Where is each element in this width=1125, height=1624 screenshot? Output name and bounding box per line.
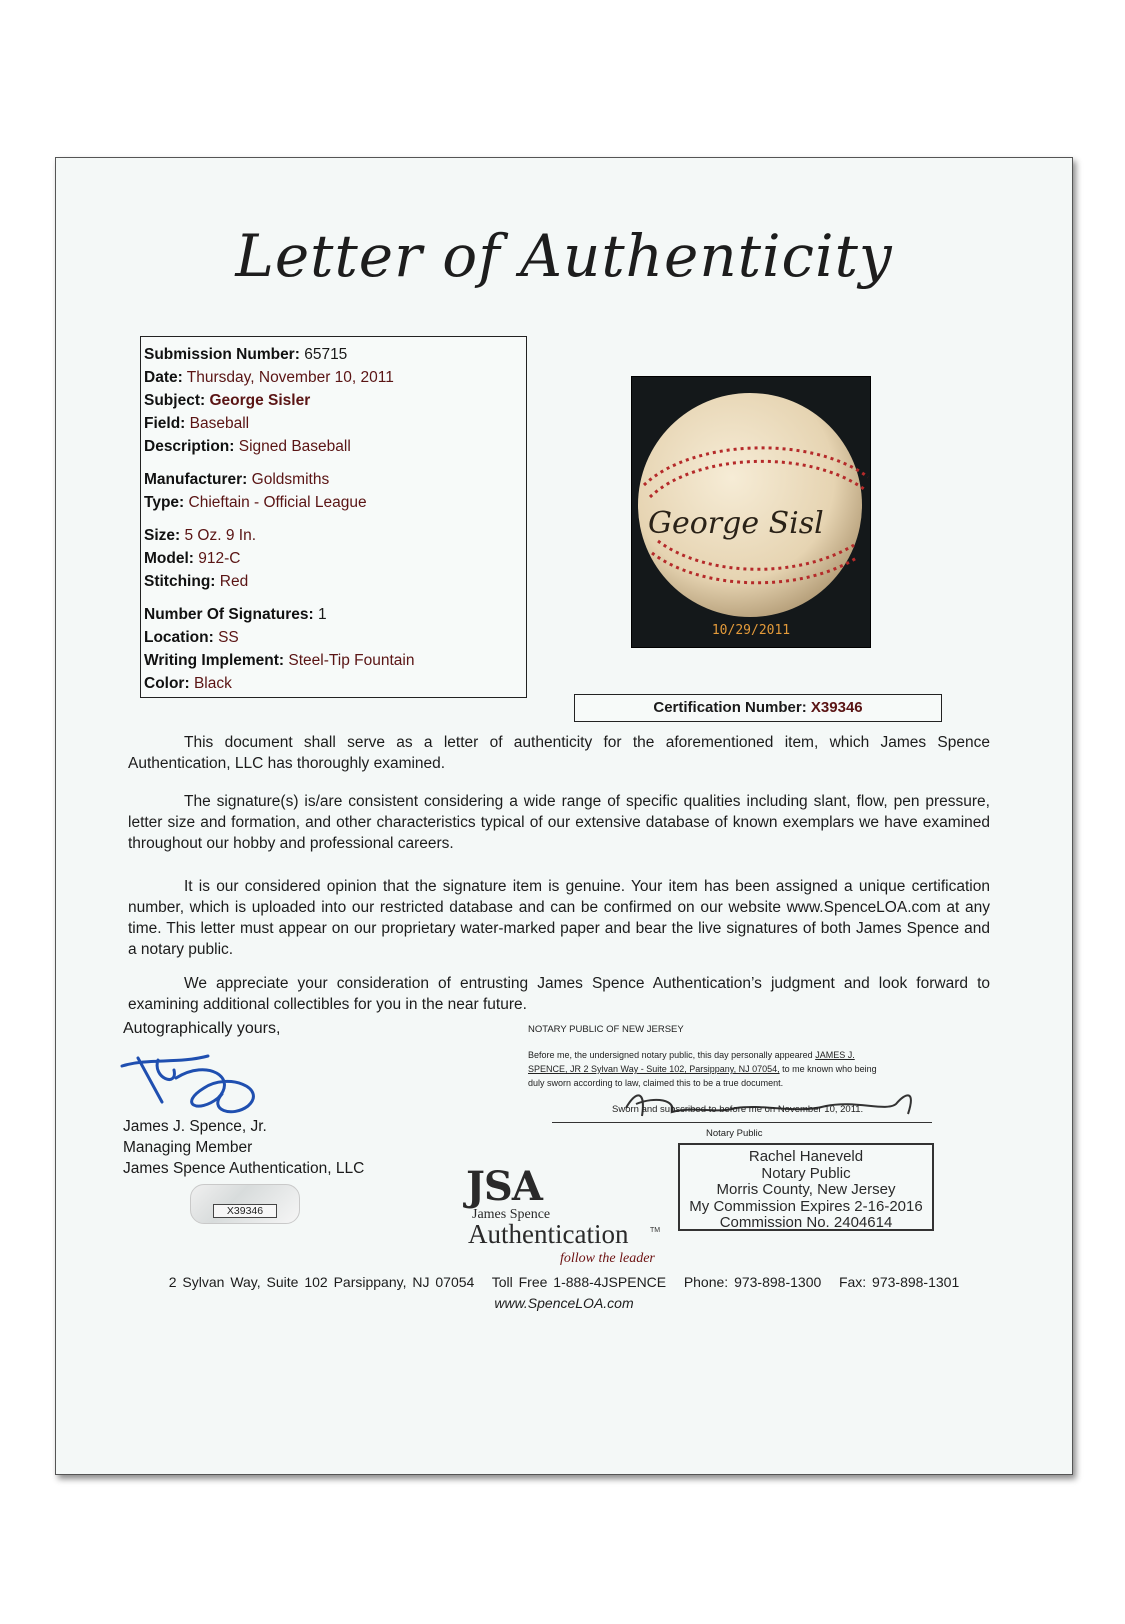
footer-website[interactable]: www.SpenceLOA.com [494, 1295, 634, 1311]
baseball-image [632, 377, 871, 648]
certification-number: X39346 [810, 699, 863, 716]
jsa-tm: TM [650, 1227, 661, 1234]
baseball-photo [631, 376, 871, 648]
jsa-mark: JSA [466, 1163, 542, 1210]
letter-sheet [55, 157, 1073, 1475]
detail-subject: Subject: George Sisler [144, 392, 311, 409]
jsa-line2: Authentication [468, 1219, 629, 1249]
detail-stitching: Stitching: Red [144, 573, 249, 590]
detail-submission: Submission Number: 65715 [144, 346, 348, 363]
stamp-commission: Commission No. 2404614 [719, 1214, 893, 1231]
stamp-title: Notary Public [761, 1164, 851, 1182]
detail-manufacturer: Manufacturer: Goldsmiths [144, 471, 330, 488]
item-details-box [140, 336, 527, 698]
paragraph-1: This document shall serve as a letter of authenticity for the aforementioned item, which James Spence Authentication, LLC has thoroughly examined. [128, 734, 990, 772]
signer-company: James Spence Authentication, LLC [123, 1160, 365, 1177]
detail-implement: Writing Implement: Steel-Tip Fountain [144, 652, 415, 669]
jsa-line1: James Spence [472, 1207, 551, 1222]
photo-date-stamp: 10/29/2011 [711, 623, 791, 638]
jsa-logo [448, 1163, 668, 1266]
detail-model: Model: 912-C [144, 550, 241, 567]
detail-size: Size: 5 Oz. 9 In. [144, 527, 257, 544]
signer-role: Managing Member [123, 1139, 253, 1156]
notary-header: NOTARY PUBLIC OF NEW JERSEY [528, 1024, 684, 1035]
notary-stamp [678, 1143, 934, 1231]
stamp-expires: My Commission Expires 2-16-2016 [689, 1197, 923, 1215]
ball-signature: George Sisl [648, 506, 824, 541]
paragraph-4: We appreciate your consideration of entrusting James Spence Authentication’s judgment and look forward to examining additional collectibles for you in the near future. [128, 975, 990, 1013]
signer-block [123, 1116, 364, 1179]
notary-statement: Before me, the undersigned notary public, this day personally appeared JAMES J. SPENCE, JR 2 Sylvan Way - Suite 102, Parsippany, NJ 07054, to me known who being duly sworn according to law, claimed this to be a true document. [528, 1050, 877, 1088]
hologram-sticker [190, 1184, 300, 1224]
detail-field: Field: Baseball [144, 415, 250, 432]
hologram-code: X39346 [213, 1204, 277, 1218]
detail-color: Color: Black [144, 675, 232, 692]
detail-date: Date: Thursday, November 10, 2011 [144, 369, 394, 386]
page-title: Letter of Authenticity [235, 222, 893, 290]
detail-location: Location: SS [144, 629, 239, 646]
jsa-tagline: follow the leader [560, 1251, 655, 1266]
details-group-4 [144, 603, 526, 695]
sworn-line: Sworn and subscribed to before me on November 10, 2011. [612, 1104, 864, 1115]
certification-number-box: Certification Number: X39346 [574, 694, 942, 722]
details-group-3 [144, 524, 526, 593]
detail-signatures: Number Of Signatures: 1 [144, 606, 327, 623]
stamp-county: Morris County, New Jersey [716, 1181, 896, 1198]
stamp-name: Rachel Haneveld [748, 1148, 864, 1165]
details-group-1 [144, 343, 526, 458]
details-group-2 [144, 468, 526, 514]
notary-signature-line [552, 1122, 932, 1123]
detail-type: Type: Chieftain - Official League [144, 494, 367, 511]
closing: Autographically yours, [123, 1020, 281, 1037]
signer-name: James J. Spence, Jr. [123, 1118, 267, 1135]
detail-description: Description: Signed Baseball [144, 438, 351, 455]
notary-label: Notary Public [706, 1128, 763, 1139]
paragraph-2: The signature(s) is/are consistent considering a wide range of specific qualities including slant, flow, pen pressure, letter size and formation, and other characteristics typical of our extensive database of known exemplars we have examined throughout our hobby and professional careers. [128, 793, 990, 852]
paragraph-3: It is our considered opinion that the signature item is genuine. Your item has been assigned a unique certification number, which is uploaded into our restricted database and can be confirmed on our website www.SpenceLOA.com at any time. This letter must appear on our proprietary water-marked paper and bear the live signatures of both James Spence and a notary public. [128, 878, 990, 958]
spence-signature [118, 1048, 278, 1118]
footer-contact: 2 Sylvan Way, Suite 102 Parsippany, NJ 07054 Toll Free 1-888-4JSPENCE Phone: 973-898-1300 Fax: 973-898-1301 [168, 1274, 960, 1290]
